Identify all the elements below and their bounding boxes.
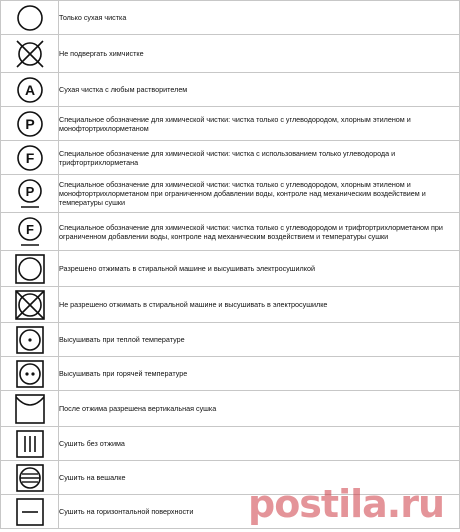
dry-clean-p-icon <box>1 107 59 141</box>
dry-clean-any-solvent-icon <box>1 73 59 107</box>
table-row <box>1 427 460 461</box>
row-text: После отжима разрешена вертикальная сушка <box>59 404 217 413</box>
letter-f: F <box>25 221 34 237</box>
row-text: Специальное обозначение для химической чистки: чистка только с углеводородом и трифтортрихлорметаном при ограниченном добавлении воды, контроле над механическим воздействием и температуры сушки <box>59 222 443 241</box>
tumble-dry-low-icon <box>1 323 59 357</box>
line-dry-icon <box>1 391 59 427</box>
row-text: Специальное обозначение для химической чистки: чистка только с углеводородом, хлорным этиленом и монофтортрихлорметаном при ограниченном добавлении воды, контроле над механическим воздействием и температуры сушки <box>59 180 426 207</box>
row-text: Специальное обозначение для химической чистки: чистка с использованием только углеводорода и трифтортрихлорметана <box>59 148 396 167</box>
table-row <box>1 357 460 391</box>
row-text: Сушить без отжима <box>59 439 125 448</box>
letter-f: F <box>25 149 34 166</box>
table-row <box>1 287 460 323</box>
row-text: Специальное обозначение для химической чистки: чистка только с углеводородом, хлорным этиленом и монофтортрихлорметаном <box>59 114 411 133</box>
dry-clean-f-gentle-icon <box>1 213 59 251</box>
letter-p: P <box>25 183 34 199</box>
dry-flat-icon <box>1 495 59 529</box>
table-row <box>1 73 460 107</box>
table-row <box>1 35 460 73</box>
table-row <box>1 251 460 287</box>
do-not-tumble-dry-icon <box>1 287 59 323</box>
row-text: Сушить на горизонтальной поверхности <box>59 507 194 516</box>
table-row <box>1 175 460 213</box>
table-row <box>1 141 460 175</box>
table-row <box>1 213 460 251</box>
dry-clean-only-icon <box>1 1 59 35</box>
row-text: Только сухая чистка <box>59 13 127 22</box>
dry-clean-f-icon <box>1 141 59 175</box>
row-text: Высушивать при горячей температуре <box>59 369 188 378</box>
letter-a: A <box>24 81 35 98</box>
row-text: Высушивать при теплой температуре <box>59 335 185 344</box>
table-row <box>1 1 460 35</box>
table-row <box>1 323 460 357</box>
tumble-dry-icon <box>1 251 59 287</box>
row-text: Не подвергать химчистке <box>59 49 144 58</box>
drip-dry-icon <box>1 427 59 461</box>
row-text: Сухая чистка с любым растворителем <box>59 85 188 94</box>
tumble-dry-high-icon <box>1 357 59 391</box>
row-text: Разрешено отжимать в стиральной машине и высушивать электросушилкой <box>59 264 315 273</box>
table-row <box>1 391 460 427</box>
row-text: Не разрешено отжимать в стиральной машине и высушивать в электросушилке <box>59 300 328 309</box>
do-not-dry-clean-icon <box>1 35 59 73</box>
letter-p: P <box>24 115 35 132</box>
row-text: Сушить на вешалке <box>59 473 126 482</box>
hang-dry-icon <box>1 461 59 495</box>
dry-clean-p-gentle-icon <box>1 175 59 213</box>
postila-watermark: postila.ru <box>248 482 445 526</box>
table-row <box>1 107 460 141</box>
